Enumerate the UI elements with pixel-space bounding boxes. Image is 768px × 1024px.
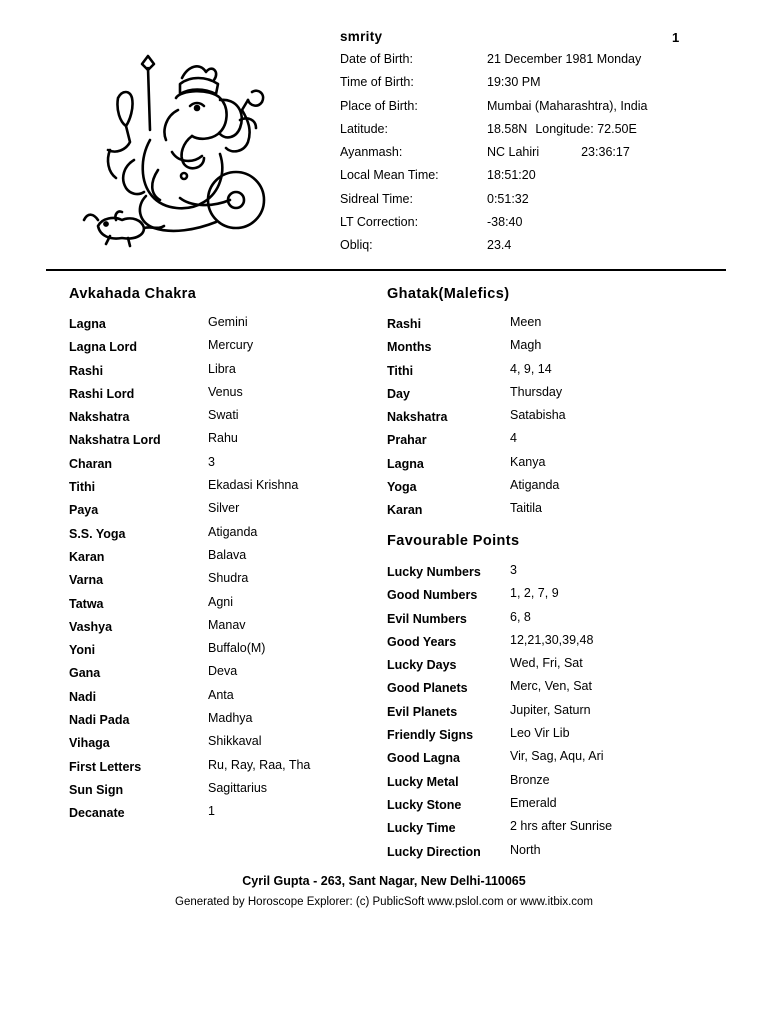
avkahada-item-value: Agni [208, 594, 234, 609]
ghatak-item-label: Rashi [387, 317, 422, 331]
favourable-item-row [387, 610, 687, 633]
ghatak-item-label: Prahar [387, 433, 427, 448]
ghatak-item-label: Tithi [387, 363, 414, 378]
avkahada-item-value: Swati [208, 408, 239, 423]
ghatak-item-value: Thursday [510, 384, 563, 399]
ghatak-item-value: Taitila [510, 501, 542, 516]
avkahada-item-row [69, 734, 349, 757]
avkahada-item-row [69, 571, 349, 594]
avkahada-item-row [69, 501, 349, 524]
avkahada-item-row [69, 362, 349, 385]
favourable-item-label: Good Planets [387, 681, 468, 696]
favourable-item-value: Vir, Sag, Aqu, Ari [510, 749, 604, 764]
avkahada-item-row [69, 548, 349, 571]
birth-detail-value: 0:51:32 [487, 191, 529, 206]
avkahada-item-row [69, 385, 349, 408]
avkahada-item-label: Vashya [69, 619, 113, 634]
ghatak-item-label: Karan [387, 503, 423, 518]
avkahada-item-label: Tithi [69, 480, 96, 495]
favourable-item-value: 6, 8 [510, 609, 531, 624]
avkahada-item-row [69, 595, 349, 618]
avkahada-item-label: Paya [69, 503, 99, 518]
ghatak-item-value: 4, 9, 14 [510, 361, 552, 376]
avkahada-item-value: Ekadasi Krishna [208, 478, 299, 493]
favourable-item-row [387, 586, 687, 609]
favourable-item-value: Wed, Fri, Sat [510, 656, 583, 671]
birth-detail-label: Place of Birth: [340, 98, 418, 113]
birth-detail-obliq [340, 238, 670, 261]
footer-credit: Generated by Horoscope Explorer: (c) PublicSoft www.pslol.com or www.itbix.com [175, 896, 593, 908]
avkahada-item-label: Rashi [69, 363, 104, 378]
ghatak-item-value: Kanya [510, 454, 546, 469]
avkahada-item-label: Decanate [69, 806, 125, 821]
favourable-item-label: Lucky Stone [387, 797, 462, 812]
avkahada-item-label: Gana [69, 666, 101, 681]
favourable-item-value: Jupiter, Saturn [510, 702, 591, 717]
favourable-item-row [387, 749, 687, 772]
favourable-item-label: Lucky Days [387, 658, 457, 673]
favourable-item-row [387, 656, 687, 679]
birth-detail-label: Ayanmash: [340, 145, 403, 160]
person-name: smrity [340, 29, 383, 44]
avkahada-item-label: Tatwa [69, 596, 104, 611]
avkahada-item-value: Ru, Ray, Raa, Tha [208, 757, 311, 772]
avkahada-item-value: Mercury [208, 338, 254, 353]
favourable-item-label: Evil Planets [387, 704, 458, 719]
avkahada-item-label: Nakshatra Lord [69, 433, 161, 448]
favourable-points-list [387, 563, 687, 866]
birth-detail-lt-correction [340, 215, 670, 238]
ghatak-item-value: Magh [510, 338, 542, 353]
avkahada-item-row [69, 338, 349, 361]
ghatak-item-row [387, 362, 687, 385]
avkahada-item-value: Anta [208, 687, 234, 702]
avkahada-item-label: Vihaga [69, 736, 110, 751]
footer-address: Cyril Gupta - 263, Sant Nagar, New Delhi-110065 [242, 874, 526, 888]
birth-detail-date [340, 52, 670, 75]
favourable-item-row [387, 843, 687, 866]
favourable-item-label: Lucky Direction [387, 844, 481, 859]
avkahada-item-row [69, 525, 349, 548]
avkahada-item-label: Yoni [69, 643, 96, 658]
ganesha-illustration-icon [80, 50, 280, 250]
ghatak-item-row [387, 408, 687, 431]
ghatak-item-row [387, 478, 687, 501]
birth-detail-place [340, 99, 670, 122]
avkahada-item-label: Nadi Pada [69, 713, 130, 728]
birth-detail-latitude [340, 122, 670, 145]
avkahada-item-row [69, 758, 349, 781]
avkahada-item-value: Shikkaval [208, 734, 262, 749]
avkahada-item-label: Lagna [69, 317, 106, 331]
ghatak-item-label: Months [387, 340, 432, 355]
birth-detail-ayanmash [340, 145, 670, 168]
avkahada-item-row [69, 688, 349, 711]
avkahada-item-row [69, 478, 349, 501]
favourable-item-value: Bronze [510, 772, 550, 787]
birth-detail-value: -38:40 [487, 215, 523, 230]
avkahada-item-value: Silver [208, 501, 240, 516]
birth-detail-value: 23.4 [487, 238, 512, 253]
ghatak-item-value: Satabisha [510, 408, 566, 423]
favourable-item-value: Merc, Ven, Sat [510, 679, 592, 694]
ghatak-item-row [387, 338, 687, 361]
favourable-item-row [387, 703, 687, 726]
avkahada-item-value: 1 [208, 804, 215, 819]
favourable-points-title: Favourable Points [387, 533, 520, 549]
birth-detail-label: Date of Birth: [340, 52, 413, 66]
avkahada-item-label: S.S. Yoga [69, 526, 126, 541]
favourable-item-value: Emerald [510, 795, 557, 810]
avkahada-item-value: Shudra [208, 571, 249, 586]
ghatak-item-row [387, 431, 687, 454]
avkahada-item-value: Madhya [208, 711, 253, 726]
avkahada-chakra-list [69, 315, 349, 828]
ghatak-title: Ghatak(Malefics) [387, 286, 510, 302]
birth-detail-value: 21 December 1981 Monday [487, 52, 642, 66]
birth-details [340, 52, 670, 262]
avkahada-item-label: Karan [69, 549, 105, 564]
favourable-item-row [387, 679, 687, 702]
favourable-item-label: Good Lagna [387, 751, 460, 766]
avkahada-item-label: Nadi [69, 689, 97, 704]
avkahada-item-row [69, 431, 349, 454]
favourable-item-row [387, 633, 687, 656]
avkahada-item-label: Charan [69, 456, 113, 471]
avkahada-item-label: Rashi Lord [69, 386, 135, 401]
favourable-item-row [387, 563, 687, 586]
avkahada-item-value: Rahu [208, 431, 238, 446]
favourable-item-value: Leo Vir Lib [510, 726, 570, 741]
longitude-value: 72.50E [597, 121, 637, 136]
favourable-item-label: Evil Numbers [387, 611, 467, 626]
avkahada-item-value: Atiganda [208, 524, 258, 539]
avkahada-item-value: Buffalo(M) [208, 641, 266, 656]
favourable-item-row [387, 819, 687, 842]
avkahada-item-label: Sun Sign [69, 782, 124, 797]
page-number: 1 [672, 30, 680, 45]
ghatak-item-row [387, 501, 687, 524]
avkahada-item-row [69, 315, 349, 338]
ayanmash-value: NC Lahiri [487, 145, 540, 160]
birth-detail-value: 18:51:20 [487, 168, 536, 183]
favourable-item-value: 12,21,30,39,48 [510, 632, 594, 647]
avkahada-item-row [69, 664, 349, 687]
birth-detail-label: Local Mean Time: [340, 168, 439, 183]
birth-detail-label: Sidreal Time: [340, 191, 413, 206]
birth-detail-label: Latitude: [340, 121, 388, 136]
ghatak-item-row [387, 315, 687, 338]
ghatak-item-row [387, 455, 687, 478]
avkahada-item-row [69, 711, 349, 734]
favourable-item-row [387, 726, 687, 749]
ghatak-item-label: Lagna [387, 456, 424, 471]
favourable-item-label: Lucky Time [387, 821, 456, 836]
favourable-item-label: Good Numbers [387, 588, 478, 603]
avkahada-item-row [69, 455, 349, 478]
avkahada-item-label: Lagna Lord [69, 340, 138, 355]
ghatak-item-row [387, 385, 687, 408]
favourable-item-value: 1, 2, 7, 9 [510, 586, 559, 601]
avkahada-item-label: Nakshatra [69, 410, 130, 425]
avkahada-item-value: 3 [208, 454, 215, 469]
favourable-item-row [387, 773, 687, 796]
ghatak-item-label: Nakshatra [387, 410, 448, 425]
ghatak-item-label: Day [387, 386, 410, 401]
birth-detail-value: 19:30 PM [487, 75, 541, 90]
avkahada-item-value: Gemini [208, 315, 248, 329]
latitude-value: 18.58N [487, 121, 528, 136]
avkahada-item-value: Libra [208, 361, 236, 376]
favourable-item-label: Lucky Metal [387, 774, 459, 789]
favourable-item-label: Friendly Signs [387, 728, 474, 743]
avkahada-item-value: Sagittarius [208, 780, 268, 795]
avkahada-item-row [69, 641, 349, 664]
favourable-item-value: 2 hrs after Sunrise [510, 819, 613, 834]
ghatak-item-value: 4 [510, 431, 517, 446]
longitude-label: Longitude: [535, 121, 594, 136]
birth-detail-value: Mumbai (Maharashtra), India [487, 98, 648, 113]
avkahada-item-value: Venus [208, 384, 243, 399]
avkahada-item-label: Varna [69, 573, 104, 588]
favourable-item-value: 3 [510, 563, 517, 577]
birth-detail-value [487, 145, 630, 159]
avkahada-item-value: Deva [208, 664, 238, 679]
ayanmash-time: 23:36:17 [581, 145, 630, 160]
avkahada-chakra-title: Avkahada Chakra [69, 286, 197, 302]
avkahada-item-label: First Letters [69, 759, 142, 774]
favourable-item-label: Good Years [387, 634, 457, 649]
birth-detail-sidreal [340, 192, 670, 215]
avkahada-item-row [69, 804, 349, 827]
favourable-item-value: North [510, 842, 541, 857]
avkahada-item-value: Manav [208, 617, 246, 632]
ghatak-list [387, 315, 687, 525]
birth-detail-label: Obliq: [340, 238, 373, 253]
ghatak-item-label: Yoga [387, 480, 417, 495]
avkahada-item-row [69, 408, 349, 431]
birth-detail-time [340, 75, 670, 98]
avkahada-item-row [69, 781, 349, 804]
ghatak-item-value: Atiganda [510, 478, 560, 493]
favourable-item-row [387, 796, 687, 819]
birth-detail-label: LT Correction: [340, 215, 419, 230]
section-divider [46, 269, 726, 271]
birth-detail-label: Time of Birth: [340, 75, 414, 90]
birth-detail-value [487, 122, 637, 136]
birth-detail-lmt [340, 168, 670, 191]
favourable-item-label: Lucky Numbers [387, 565, 481, 579]
avkahada-item-row [69, 618, 349, 641]
avkahada-item-value: Balava [208, 547, 247, 562]
ghatak-item-value: Meen [510, 315, 542, 329]
